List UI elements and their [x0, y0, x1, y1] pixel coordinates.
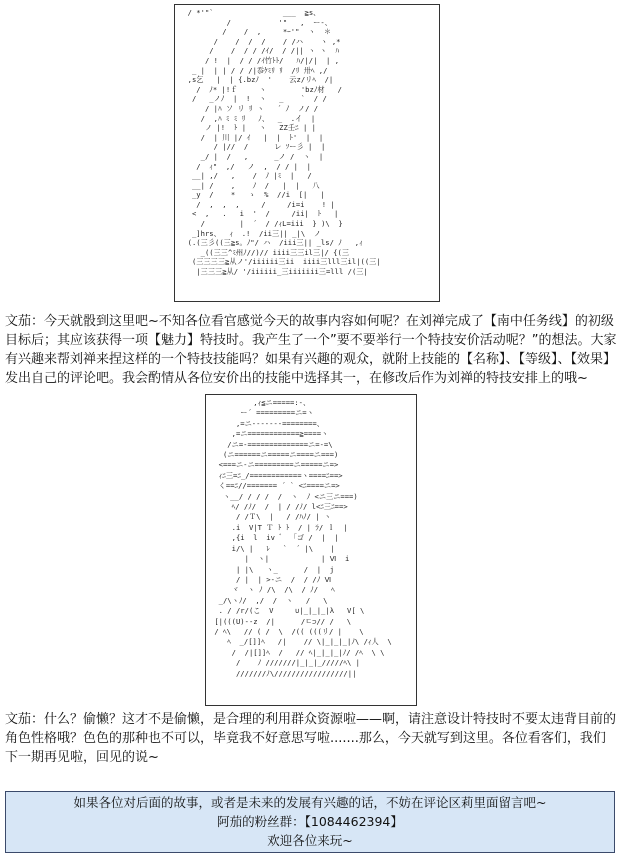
ascii-art-hat-girl-text: ,ｨ≦ニ=====:-、 ー´ =========ニ=ヽ ,=ニ-------========、 ,=ニ============≧====ヽ /ニ=-==============ニ=-=\ (ニ======ニ=====ニ====ニ===) <===ニ-ニ=========ニ=====ニ=> ｨﾆ三=ﾆ_/============ヽ====ﾆ==> く==ﾆ//======= ´ ` <ﾆ====ニ=> ヽ__/ / / / / ヽ ﾉ <ニ三ニ===) ﾍ/ /ﾉ/ / | / /ﾉ/ l<ﾆ三ﾆ==> / /Ｔ\ | / /ﾊﾉ/ | ヽ .i V|T Ｔ ﾄ ﾄ / | ﾗ/ ｌ | ,{i l iv ゙ 「ゴ / | | i/\ | ﾚ ` ´ |\ | | ヽ| | Ⅵ i | |\ ヽ_ / | j / | | >-ニ / / /ﾉ Ⅵ ヾ ヽ ﾉ /\ /\ / ﾉ/ ﾍ _/\ヽﾉ/ ,/ / ヽ / \ . / /r/(こ V ∪|_|_|_|λ V[ \ [|(((U)--z /| /ㄷ⊃// / \ / ﾍ\ // ( / \ /(( (((リ/ | \ ﾍ _/[]]ﾍ /| // \|_|_|_|ﾉ\ /ｨ人 \ / /|[]]ﾍ / // ﾍ|_|_|_|ﾉ/ /ﾍ \ \ / ﾉ ///////|_|_|_/////ﾍ\ | ///////ﾉ\/////////////////||: [214, 398, 392, 678]
closing-note-paragraph: 文茄：什么？偷懒？这才不是偷懒，是合理的利用群众资源啦——啊，请注意设计特技时不要太违背目前的角色性格哦？色色的那种也不可以，毕竟我不好意思写啦.......那么，今天就写到这里。各位看客们，我们下一期再见啦，回见的说~: [5, 712, 617, 765]
author-note-paragraph: 文茄：今天就骰到这里吧~不知各位看官感觉今天的故事内容如何呢？在刘禅完成了【南中任务线】的初级目标后；其应该获得一项【魅力】特技时。我产生了一个”要不要举行一个特技安价活动呢？”的想法。大家有兴趣来帮刘禅来捏这样的一个特技技能吗？如果有兴趣的观众，就附上技能的【名称】、【等级】、【效果】发出自己的评论吧。我会酌情从各位安价出的技能中选择其一，在修改后作为刘禅的特技安排上的哦~: [5, 314, 617, 386]
fan-group-notice-box: [5, 791, 615, 853]
ascii-art-hat-girl: [205, 394, 417, 706]
ascii-art-girl-text: / *'"` ___ ≧s、 / '" , ー-、 / / , *ｰ'" ヽ ＊ / / / / / /ハ ヽ ,* / / / / /ｲ/ / /|| ヽ ヽ ﾊ / ! | / / /ｲ竹ﾄﾄ/ ﾊ/|/| | , _ | | | / / /|忝ｹﾐﾘ ﾘ /ﾘ 卅ﾍ ,/ ,s乞 | | {.bzﾉ ' 云z/リﾍ /| / ﾉ* |!ｆ ヽ 'bzﾉ材 / / _ノﾉ | ! ヽ _ ` / / / |ﾊ ソ リ ﾘ ヽ ´ ﾉ ノ/ / / ,ﾊ ﾐ ﾐ ﾘ ﾉ、 _ .イ | ノ |! ﾄ | ヽ ZZ壬ﾆ | | / | 川 |/ ｲ | | ﾄ' | | / |// / レ ｿー彡 | | _/ | / , _ノ / ヽ | / ｨ" ,/ ノ , / / | | __| ,/ , / ﾉ |ﾐ | / __| / , ﾉ / | | 八 _y / * ゝ % //i [| | / , , , / /i=i ! | < , . i ' / /ii| ﾄ | / | ´ / /ｨL=iii } )\ } _]hrs、 ｨ .! /ii三|| _|\ ノ (.(三彡((三≧s。ﾉ"/ ハ /iii三|| _ls/ ﾉ ,ｨ _((三三^ﾐ州ﾉ//)// iiii三三il三|/ {(三 (三三三三≧从ノ'/iiiiii三ii iiii三lll三il|((三| |三三三≧从/ '/iiiiii_三iiiiiii三=lll /(三|: [187, 8, 381, 277]
notice-line-fan-group: 阿茄的粉丝群：【1084462394】: [217, 814, 403, 829]
notice-line-welcome: 欢迎各位来玩~: [267, 833, 353, 848]
notice-line-comment-invite: 如果各位对后面的故事，或者是未来的发展有兴趣的话，不妨在评论区莉里面留言吧~: [73, 795, 547, 810]
ascii-art-girl-portrait: [174, 4, 440, 302]
